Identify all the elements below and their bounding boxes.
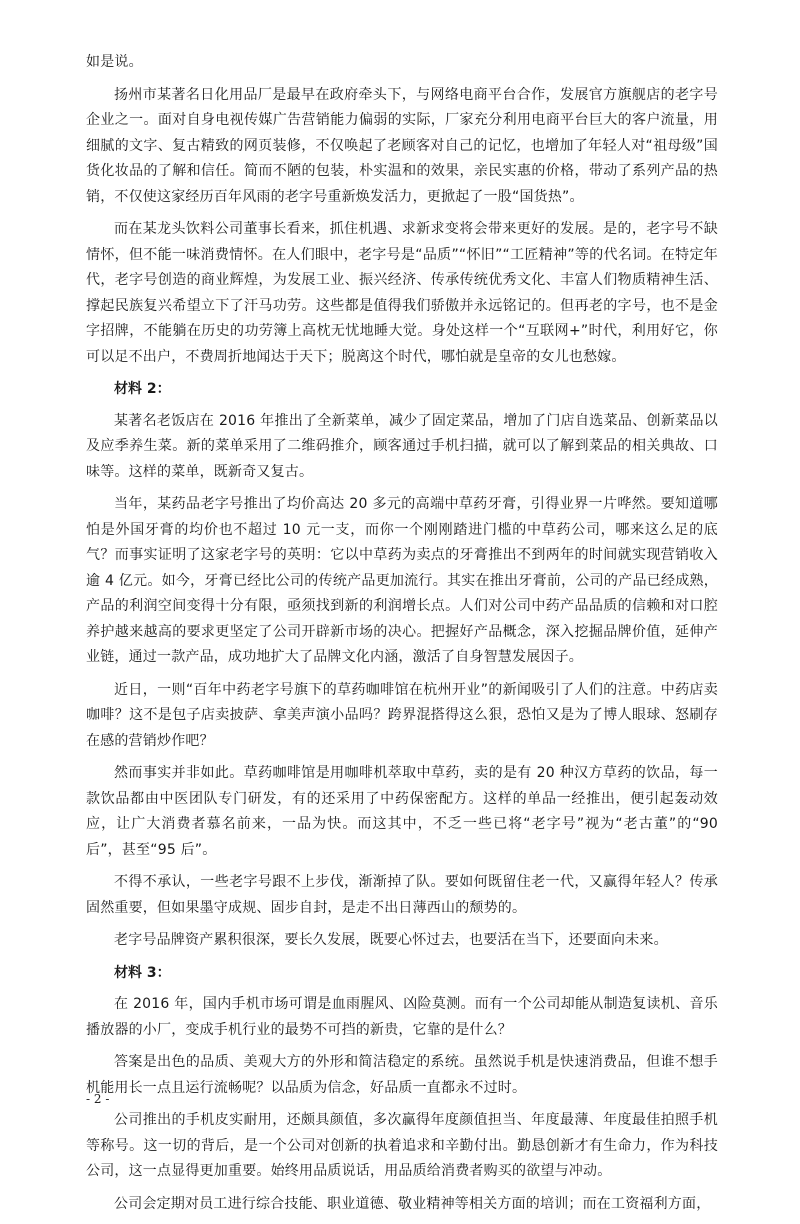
paragraph: 而在某龙头饮料公司董事长看来，抓住机遇、求新求变将会带来更好的发展。是的，老字号不缺情怀，但不能一味消费情怀。在人们眼中，老字号是“品质”“怀旧”“工匠精神”等的代名词。在特定年代，老字号创造的商业辉煌，为发展工业、振兴经济、传承传统优秀文化、丰富人们物质精神生活、撑起民族复兴希望立下了汗马功劳。这些都是值得我们骄傲并永远铭记的。但再老的字号，也不是金字招牌，不能躺在历史的功劳簿上高枕无忧地睡大觉。身处这样一个“互联网+”时代，利用好它，你可以足不出户，不费周折地闻达于天下；脱离这个时代，哪怕就是皇帝的女儿也愁嫁。	[86, 221, 718, 365]
paragraph: 当年，某药品老字号推出了均价高达 20 多元的高端中草药牙膏，引得业界一片哗然。要知道哪怕是外国牙膏的均价也不超过 10 元一支，而你一个刚刚踏进门槛的中草药公司，哪来这么足的底气？而事实证明了这家老字号的英明：它以中草药为卖点的牙膏推出不到两年的时间就实现营销收入逾 4 亿元。如今，牙膏已经比公司的传统产品更加流行。其实在推出牙膏前，公司的产品已经成熟，产品的利润空间变得十分有限，亟须找到新的利润增长点。人们对公司中药产品品质的信赖和对口腔养护越来越高的要求更坚定了公司开辟新市场的决心。把握好产品概念，深入挖掘品牌价值，延伸产业链，通过一款产品，成功地扩大了品牌文化内涵，激活了自身智慧发展因子。	[86, 496, 718, 665]
paragraph: 公司会定期对员工进行综合技能、职业道德、敬业精神等相关方面的培训；而在工资福利方面，	[114, 1195, 711, 1212]
paragraph: 老字号品牌资产累积很深，要长久发展，既要心怀过去，也要活在当下，还要面向未来。	[114, 932, 668, 948]
section-heading-material-2: 材料 2：	[114, 381, 171, 397]
paragraph: 在 2016 年，国内手机市场可谓是血雨腥风、凶险莫测。而有一个公司却能从制造复读机、音乐播放器的小厂，变成手机行业的最势不可挡的新贵，它靠的是什么？	[86, 996, 718, 1038]
paragraph: 答案是出色的品质、美观大方的外形和简洁稳定的系统。虽然说手机是快速消费品，但谁不想手机能用长一点且运行流畅呢？以品质为信念，好品质一直都永不过时。	[86, 1054, 718, 1096]
document-body	[86, 50, 718, 1224]
paragraph: 不得不承认，一些老字号跟不上步伐，渐渐掉了队。要如何既留住老一代，又赢得年轻人？传承固然重要，但如果墨守成规、固步自封，是走不出日薄西山的颓势的。	[86, 874, 718, 916]
section-heading-material-3: 材料 3：	[114, 964, 171, 981]
paragraph: 某著名老饭店在 2016 年推出了全新菜单，减少了固定菜品，增加了门店自选菜品、创新菜品以及应季养生菜。新的菜单采用了二维码推介，顾客通过手机扫描，就可以了解到菜品的相关典故、口味等。这样的菜单，既新奇又复古。	[86, 412, 718, 480]
paragraph: 近日，一则“百年中药老字号旗下的草药咖啡馆在杭州开业”的新闻吸引了人们的注意。中药店卖咖啡？这不是包子店卖披萨、拿美声演小品吗？跨界混搭得这么狠，恐怕又是为了博人眼球、怒刷存在感的营销炒作吧？	[86, 681, 718, 749]
paragraph: 扬州市某著名日化用品厂是最早在政府牵头下，与网络电商平台合作，发展官方旗舰店的老字号企业之一。面对自身电视传媒广告营销能力偏弱的实际，厂家充分利用电商平台巨大的客户流量，用细腻的文字、复古精致的网页装修，不仅唤起了老顾客对自己的记忆，也增加了年轻人对“祖母级”国货化妆品的了解和信任。简而不陋的包装，朴实温和的效果，亲民实惠的价格，带动了系列产品的热销，不仅使这家经历百年风雨的老字号重新焕发活力，更掀起了一股“国货热”。	[86, 86, 718, 205]
paragraph: 然而事实并非如此。草药咖啡馆是用咖啡机萃取中草药，卖的是有 20 种汉方草药的饮品，每一款饮品都由中医团队专门研发，有的还采用了中药保密配方。这样的单品一经推出，便引起轰动效应，让广大消费者慕名前来，一品为快。而这其中，不乏一些已将“老字号”视为“老古董”的“90 后”，甚至“95 后”。	[86, 765, 718, 858]
page-number: - 2 -	[86, 1092, 110, 1106]
paragraph-continuation: 如是说。	[86, 54, 143, 70]
paragraph: 公司推出的手机皮实耐用，还颇具颜值，多次赢得年度颜值担当、年度最薄、年度最佳拍照手机等称号。这一切的背后，是一个公司对创新的执着追求和辛勤付出。勤恳创新才有生命力，作为科技公司，这一点显得更加重要。始终用品质说话，用品质给消费者购买的欲望与冲动。	[86, 1112, 718, 1179]
